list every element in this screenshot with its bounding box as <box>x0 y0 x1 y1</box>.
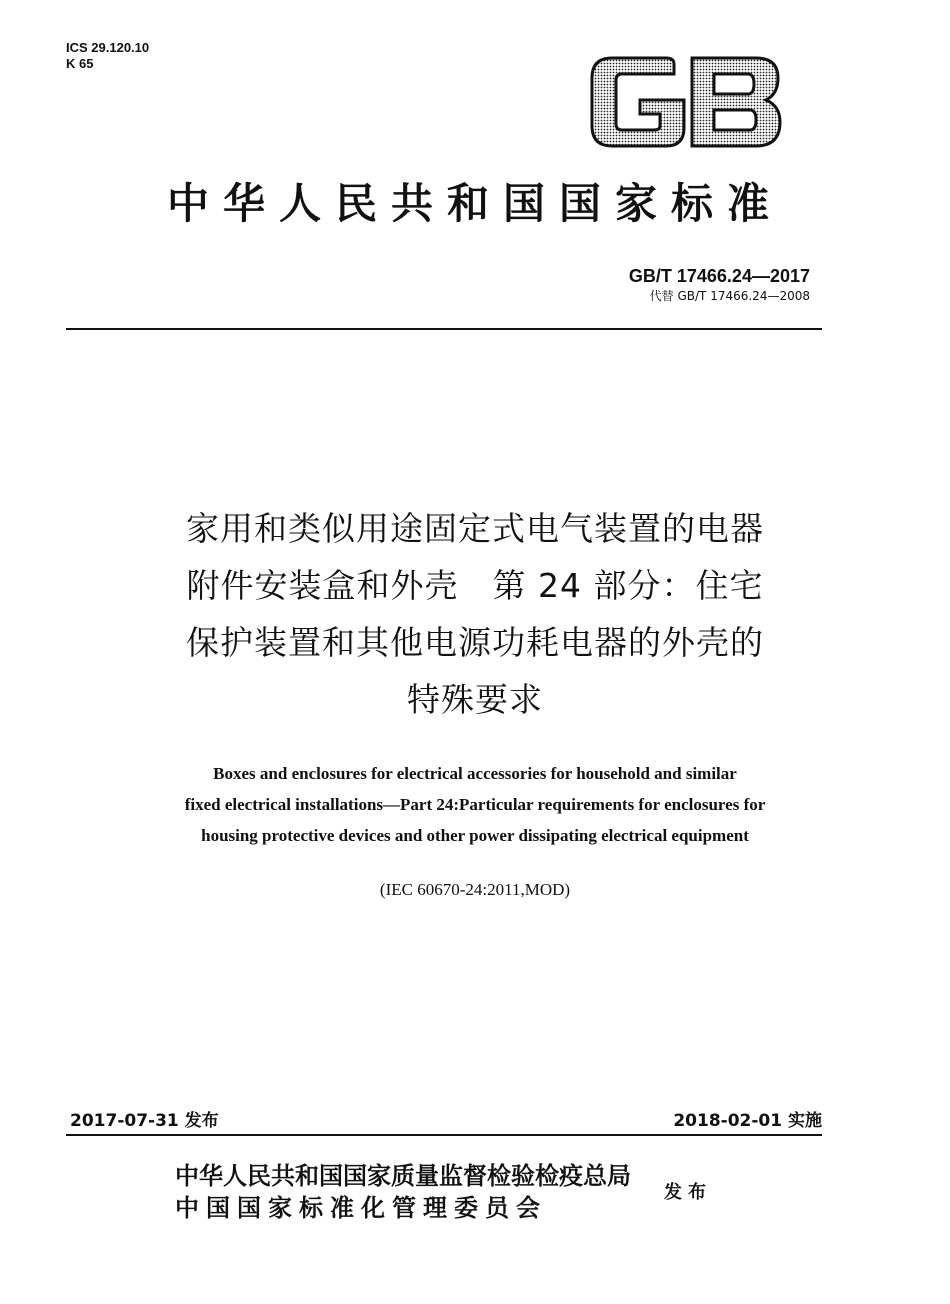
classification-codes <box>66 40 149 72</box>
gb-logo <box>588 56 784 148</box>
national-standard-heading: 中华人民共和国国家标准 <box>166 179 783 228</box>
title-en-line: housing protective devices and other power dissipating electrical equipment <box>201 826 749 845</box>
ccs-code: K 65 <box>66 56 94 71</box>
issue-date: 2017-07-31 发布 <box>70 1111 219 1131</box>
footer-divider <box>66 1134 822 1136</box>
issuing-authorities <box>175 1160 631 1224</box>
title-en-line: fixed electrical installations—Part 24:Particular requirements for enclosures for <box>184 795 766 814</box>
publish-label: 发布 <box>664 1182 712 1203</box>
standard-number: GB/T 17466.24—2017 <box>628 266 810 286</box>
title-cn-line: 保护装置和其他电源功耗电器的外壳的 <box>186 623 764 662</box>
ics-code: ICS 29.120.10 <box>66 40 150 55</box>
title-cn-line: 附件安装盒和外壳 第 24 部分：住宅 <box>186 566 764 605</box>
title-chinese <box>0 500 950 728</box>
title-en-line: Boxes and enclosures for electrical accessories for household and similar <box>213 764 737 783</box>
title-cn-line: 家用和类似用途固定式电气装置的电器 <box>186 509 764 548</box>
implementation-date: 2018-02-01 实施 <box>673 1111 822 1131</box>
issuer-aqsiq: 中华人民共和国国家质量监督检验检疫总局 <box>175 1162 631 1190</box>
title-english <box>0 758 950 851</box>
adoption-reference: (IEC 60670-24:2011,MOD) <box>379 880 571 899</box>
replaces-standard: 代替 GB/T 17466.24—2008 <box>649 289 810 303</box>
issuer-sac: 中国国家标准化管理委员会 <box>175 1194 547 1222</box>
title-cn-line: 特殊要求 <box>407 680 543 719</box>
header-divider <box>66 328 822 330</box>
